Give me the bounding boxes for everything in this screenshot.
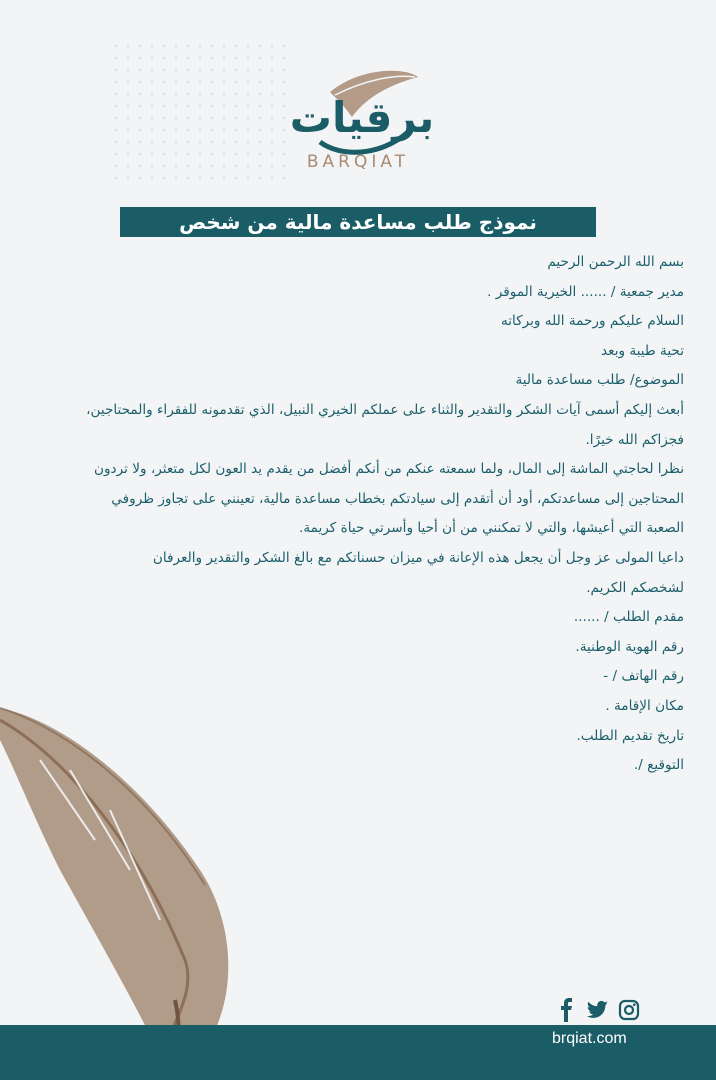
letter-line: نظرا لحاجتي الماشة إلى المال، ولما سمعته عنكم من أنكم أفضل من يقدم يد العون لكل متعثر، ولا تردون — [93, 461, 684, 478]
instagram-icon[interactable] — [617, 998, 641, 1022]
feather-decoration — [0, 700, 245, 1080]
letter-line: داعيا المولى عز وجل أن يجعل هذه الإعانة في ميزان حسناتكم مع بالغ الشكر والتقدير والعرفان — [152, 549, 684, 566]
letter-line: رقم الهوية الوطنية. — [575, 638, 684, 655]
logo-arabic-text: برقيات — [289, 93, 435, 142]
letter-line: أبعث إليكم أسمى آيات الشكر والتقدير والثناء على عملكم الخيري النبيل، الذي تقدمونه للفقراء والمحتاجين، — [86, 401, 684, 418]
letter-line: الموضوع/ طلب مساعدة مالية — [515, 372, 684, 389]
letter-line: تاريخ تقديم الطلب. — [576, 727, 684, 744]
letter-line: الصعبة التي أعيشها، والتي لا تمكنني من أن أحيا وأسرتي حياة كريمة. — [299, 520, 684, 537]
social-links — [555, 998, 645, 1022]
letter-line: تحية طيبة وبعد — [601, 342, 684, 359]
letter-line: مكان الإقامة . — [605, 697, 684, 714]
letter-line: فجزاكم الله خيرًا. — [585, 431, 684, 448]
footer-url[interactable]: brqiat.com — [552, 1030, 627, 1047]
page-title: نموذج طلب مساعدة مالية من شخص — [120, 207, 596, 237]
letter-line: التوقيع /. — [633, 757, 684, 774]
letter-line: المحتاجين إلى مساعدتكم، أود أن أتقدم إلى سيادتكم بخطاب مساعدة مالية، تعينني على تجاوز ظروفي — [111, 490, 684, 507]
twitter-icon[interactable] — [585, 998, 609, 1022]
letter-line: لشخصكم الكريم. — [586, 579, 684, 596]
letter-line: السلام عليكم ورحمة الله وبركاته — [500, 313, 684, 330]
letter-line: بسم الله الرحمن الرحيم — [547, 254, 684, 270]
letter-line: مقدم الطلب / ...... — [573, 609, 684, 626]
facebook-icon[interactable] — [555, 998, 579, 1022]
letter-line: مدير جمعية / ...... الخيرية الموقر . — [487, 283, 684, 300]
letter-line: رقم الهاتف / - — [603, 668, 684, 685]
logo-latin-text: BARQIAT — [306, 152, 410, 172]
